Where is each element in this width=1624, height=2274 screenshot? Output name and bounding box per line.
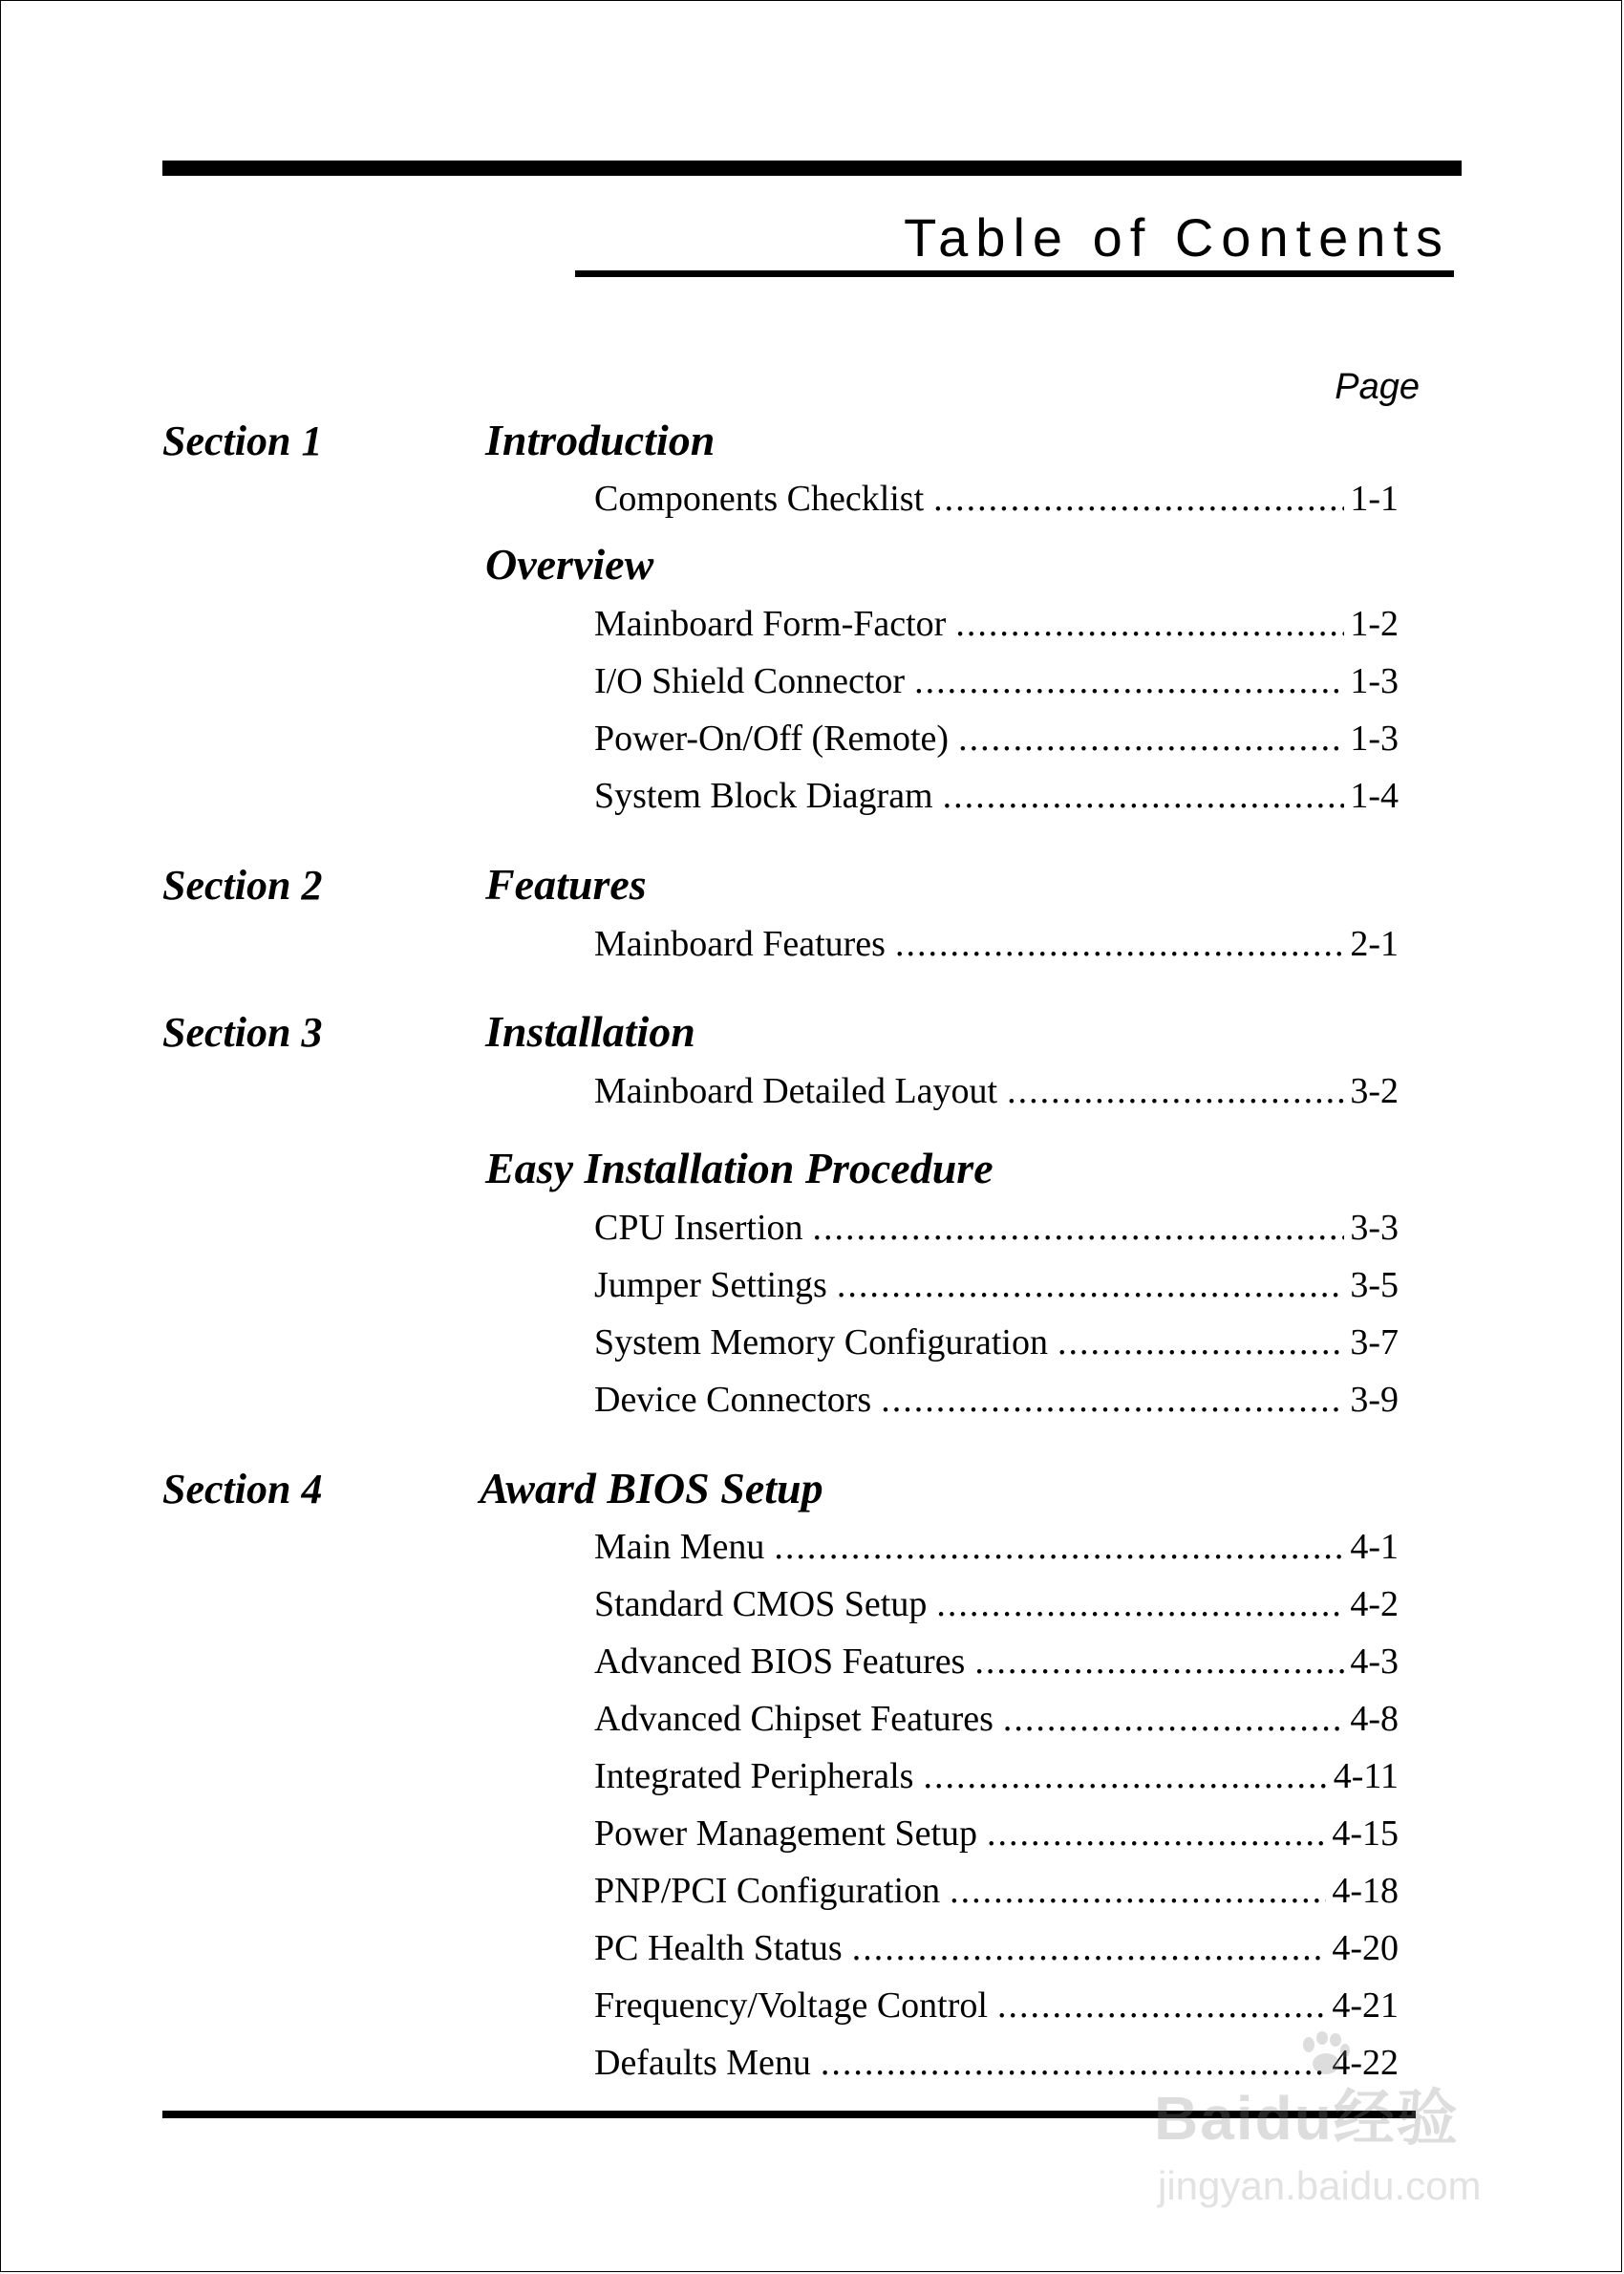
entry-title: CPU Insertion bbox=[594, 1208, 803, 1248]
entry-page: 1-3 bbox=[1350, 719, 1399, 759]
entry-title: Jumper Settings bbox=[594, 1265, 827, 1305]
entry-page: 4-20 bbox=[1332, 1928, 1399, 1968]
subsection-heading: Easy Installation Procedure bbox=[485, 1144, 994, 1192]
toc-entry[interactable] bbox=[594, 1264, 1399, 1306]
entry-title: Main Menu bbox=[594, 1527, 765, 1567]
entry-title: Power-On/Off (Remote) bbox=[594, 719, 950, 759]
dot-leader bbox=[923, 1755, 1327, 1797]
entry-title: Frequency/Voltage Control bbox=[594, 1985, 988, 2026]
entry-page: 4-8 bbox=[1350, 1699, 1399, 1739]
entry-title: Mainboard Features bbox=[594, 924, 886, 964]
toc-entry[interactable] bbox=[594, 1870, 1399, 1912]
toc-entry[interactable] bbox=[594, 1641, 1399, 1683]
dot-leader bbox=[933, 478, 1344, 520]
section-label: Section 1 bbox=[162, 418, 323, 464]
baidu-watermark bbox=[1154, 2027, 1517, 2219]
dot-leader bbox=[813, 1207, 1345, 1249]
section-heading: Award BIOS Setup bbox=[480, 1464, 823, 1512]
toc-entry[interactable] bbox=[594, 1321, 1399, 1363]
dot-leader bbox=[950, 1870, 1326, 1912]
dot-leader bbox=[1058, 1321, 1344, 1363]
section-label: Section 2 bbox=[162, 862, 323, 909]
dot-leader bbox=[881, 1379, 1344, 1421]
toc-entry[interactable] bbox=[594, 1207, 1399, 1249]
entry-page: 4-22 bbox=[1332, 2043, 1399, 2083]
top-rule bbox=[162, 161, 1462, 176]
entry-page: 1-1 bbox=[1350, 479, 1399, 519]
entry-title: Defaults Menu bbox=[594, 2043, 811, 2083]
entry-page: 1-3 bbox=[1350, 661, 1399, 701]
toc-entry[interactable] bbox=[594, 1379, 1399, 1421]
dot-leader bbox=[895, 923, 1344, 965]
entry-page: 2-1 bbox=[1350, 924, 1399, 964]
toc-entry[interactable] bbox=[594, 775, 1399, 817]
entry-title: I/O Shield Connector bbox=[594, 661, 906, 701]
entry-page: 3-7 bbox=[1350, 1322, 1399, 1362]
toc-entry[interactable] bbox=[594, 1813, 1399, 1855]
entry-title: Mainboard Form-Factor bbox=[594, 604, 947, 644]
entry-title: System Block Diagram bbox=[594, 776, 933, 816]
dot-leader bbox=[914, 660, 1344, 702]
entry-page: 3-9 bbox=[1350, 1380, 1399, 1420]
toc-entry[interactable] bbox=[594, 660, 1399, 702]
entry-title: System Memory Configuration bbox=[594, 1322, 1048, 1362]
entry-title: Mainboard Detailed Layout bbox=[594, 1071, 998, 1111]
entry-page: 4-21 bbox=[1332, 1985, 1399, 2026]
entry-page: 3-3 bbox=[1350, 1208, 1399, 1248]
entry-title: Standard CMOS Setup bbox=[594, 1584, 928, 1624]
toc-entry[interactable] bbox=[594, 1526, 1399, 1568]
subsection-heading: Overview bbox=[485, 540, 654, 589]
title-underline bbox=[575, 270, 1454, 277]
toc-entry[interactable] bbox=[594, 1070, 1399, 1112]
toc-entry[interactable] bbox=[594, 1698, 1399, 1740]
entry-page: 3-5 bbox=[1350, 1265, 1399, 1305]
dot-leader bbox=[943, 775, 1345, 817]
entry-page: 4-1 bbox=[1350, 1527, 1399, 1567]
toc-entry[interactable] bbox=[594, 1927, 1399, 1969]
toc-entry[interactable] bbox=[594, 923, 1399, 965]
dot-leader bbox=[1007, 1070, 1344, 1112]
entry-title: PC Health Status bbox=[594, 1928, 843, 1968]
entry-title: Integrated Peripherals bbox=[594, 1756, 914, 1796]
toc-entry[interactable] bbox=[594, 1583, 1399, 1625]
entry-page: 1-2 bbox=[1350, 604, 1399, 644]
entry-title: Advanced BIOS Features bbox=[594, 1641, 966, 1682]
dot-leader bbox=[1003, 1698, 1344, 1740]
section-label: Section 4 bbox=[162, 1466, 323, 1512]
entry-page: 4-18 bbox=[1332, 1871, 1399, 1911]
watermark-brand: Baidu经验 bbox=[1154, 2084, 1460, 2153]
entry-page: 1-4 bbox=[1350, 776, 1399, 816]
entry-page: 4-2 bbox=[1350, 1584, 1399, 1624]
entry-title: Components Checklist bbox=[594, 479, 925, 519]
page-column-label: Page bbox=[1335, 367, 1420, 407]
dot-leader bbox=[987, 1813, 1326, 1855]
section-heading: Installation bbox=[485, 1007, 695, 1056]
dot-leader bbox=[936, 1583, 1344, 1625]
toc-entry[interactable] bbox=[594, 1755, 1399, 1797]
section-heading: Features bbox=[485, 860, 647, 909]
dot-leader bbox=[837, 1264, 1345, 1306]
entry-page: 3-2 bbox=[1350, 1071, 1399, 1111]
page-title: Table of Contents bbox=[904, 207, 1450, 268]
dot-leader bbox=[997, 1984, 1326, 2027]
entry-title: Advanced Chipset Features bbox=[594, 1699, 994, 1739]
entry-page: 4-15 bbox=[1332, 1813, 1399, 1854]
toc-entry[interactable] bbox=[594, 603, 1399, 645]
entry-page: 4-11 bbox=[1333, 1756, 1399, 1796]
entry-title: PNP/PCI Configuration bbox=[594, 1871, 941, 1911]
dot-leader bbox=[974, 1641, 1344, 1683]
entry-title: Power Management Setup bbox=[594, 1813, 978, 1854]
dot-leader bbox=[955, 603, 1344, 645]
dot-leader bbox=[852, 1927, 1327, 1969]
section-label: Section 3 bbox=[162, 1009, 323, 1056]
entry-page: 4-3 bbox=[1350, 1641, 1399, 1682]
section-heading: Introduction bbox=[485, 416, 716, 464]
toc-entry[interactable] bbox=[594, 718, 1399, 760]
entry-title: Device Connectors bbox=[594, 1380, 872, 1420]
toc-entry[interactable] bbox=[594, 478, 1399, 520]
toc-entry[interactable] bbox=[594, 1984, 1399, 2027]
dot-leader bbox=[774, 1526, 1344, 1568]
dot-leader bbox=[958, 718, 1344, 760]
watermark-url: jingyan.baidu.com bbox=[1158, 2163, 1482, 2208]
